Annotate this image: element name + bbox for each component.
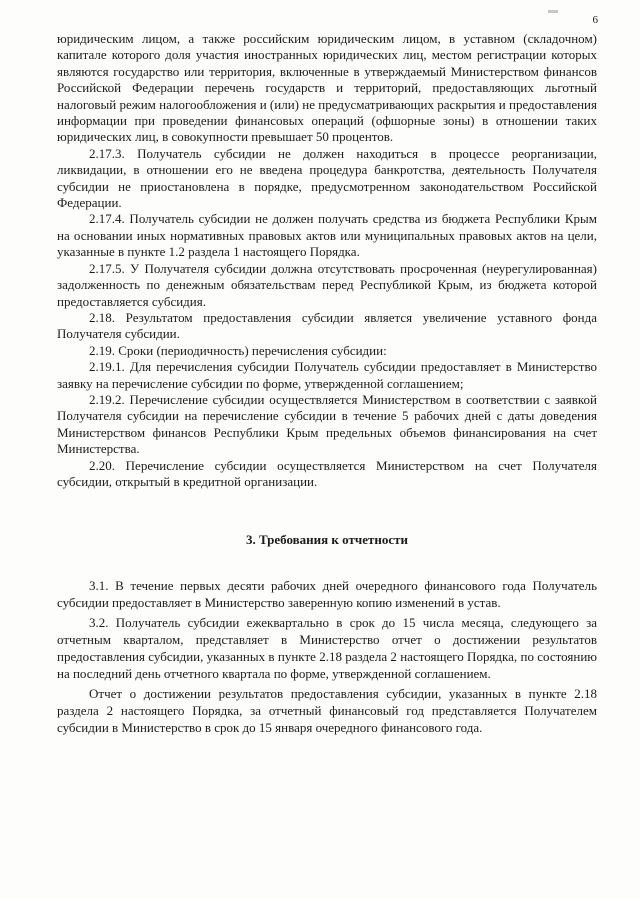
- paragraph-2-19: 2.19. Сроки (периодичность) перечисления субсидии:: [89, 342, 387, 358]
- paragraph-2-20: 2.20. Перечисление субсидии осуществляется Министерством на счет Получателя субсидии, открытый в кредитной организации.: [57, 457, 597, 489]
- section-heading: 3. Требования к отчетности: [245, 532, 409, 548]
- paragraph-3-1: 3.1. В течение первых десяти рабочих дней очередного финансового года Получатель субсидии предоставляет в Министерство заверенную копию изменений в устав.: [57, 578, 597, 611]
- paragraph-2-19-2: 2.19.2. Перечисление субсидии осуществляется Министерством в соответствии с заявкой Получателя субсидии на перечисление субсидии в течение 5 рабочих дней с даты доведения Министерством финансов Республики Крым предельных объемов финансирования на счет Министерства.: [57, 391, 597, 457]
- scan-artifact: [548, 10, 558, 13]
- paragraph-2-17-3: 2.17.3. Получатель субсидии не должен находиться в процессе реорганизации, ликвидации, в отношении его не введена процедура банкротства, деятельность Получателя субсидии не приостановлена в порядке, предусмотренном законодательством Российской Федерации.: [57, 145, 597, 211]
- paragraph-2-19-1: 2.19.1. Для перечисления субсидии Получатель субсидии предоставляет в Министерство заявку на перечисление субсидии по форме, утвержденной соглашением;: [57, 359, 597, 391]
- paragraph-3-2: 3.2. Получатель субсидии ежеквартально в срок до 15 числа месяца, следующего за отчетным кварталом, представляет в Министерство отчет о достижении результатов предоставления субсидии, указанных в пункте 2.18 раздела 2 настоящего Порядка, по состоянию на последний день отчетного квартала по форме, утвержденной соглашением.: [57, 615, 597, 681]
- paragraph-2-18: 2.18. Результатом предоставления субсидии является увеличение уставного фонда Получателя субсидии.: [57, 309, 597, 342]
- paragraph-2-17-4: 2.17.4. Получатель субсидии не должен получать средства из бюджета Республики Крым на основании иных нормативных правовых актов или муниципальных правовых актов на цели, указанные в пункте 1.2 раздела 1 настоящего Порядка.: [57, 211, 597, 260]
- paragraph-report-annual: Отчет о достижении результатов предоставления субсидии, указанных в пункте 2.18 раздела 2 настоящего Порядка, за отчетный финансовый год представляется Получателем субсидии в Министерство в срок до 15 января очередного финансового года.: [57, 685, 597, 735]
- page-number: 6: [592, 14, 598, 26]
- paragraph-2-17-5: 2.17.5. У Получателя субсидии должна отсутствовать просроченная (неурегулированная) задолженность по денежным обязательствам перед Республикой Крым, из бюджета которой предоставляется субсидия.: [57, 260, 597, 309]
- document-body: [57, 31, 597, 737]
- paragraph-continuation: юридическим лицом, а также российским юридическим лицом, в уставном (складочном) капитале которого доля участия иностранных юридических лиц, местом регистрации которых являются государство или территория, включенные в утверждаемый Министерством финансов Российской Федерации перечень государств и территорий, предоставляющих льготный налоговый режим налогообложения и (или) не предусматривающих раскрытия и предоставления информации при проведении финансовых операций (офшорные зоны) в отношении таких юридических лиц, в совокупности превышает 50 процентов.: [57, 31, 597, 145]
- section-3-body: [57, 578, 597, 736]
